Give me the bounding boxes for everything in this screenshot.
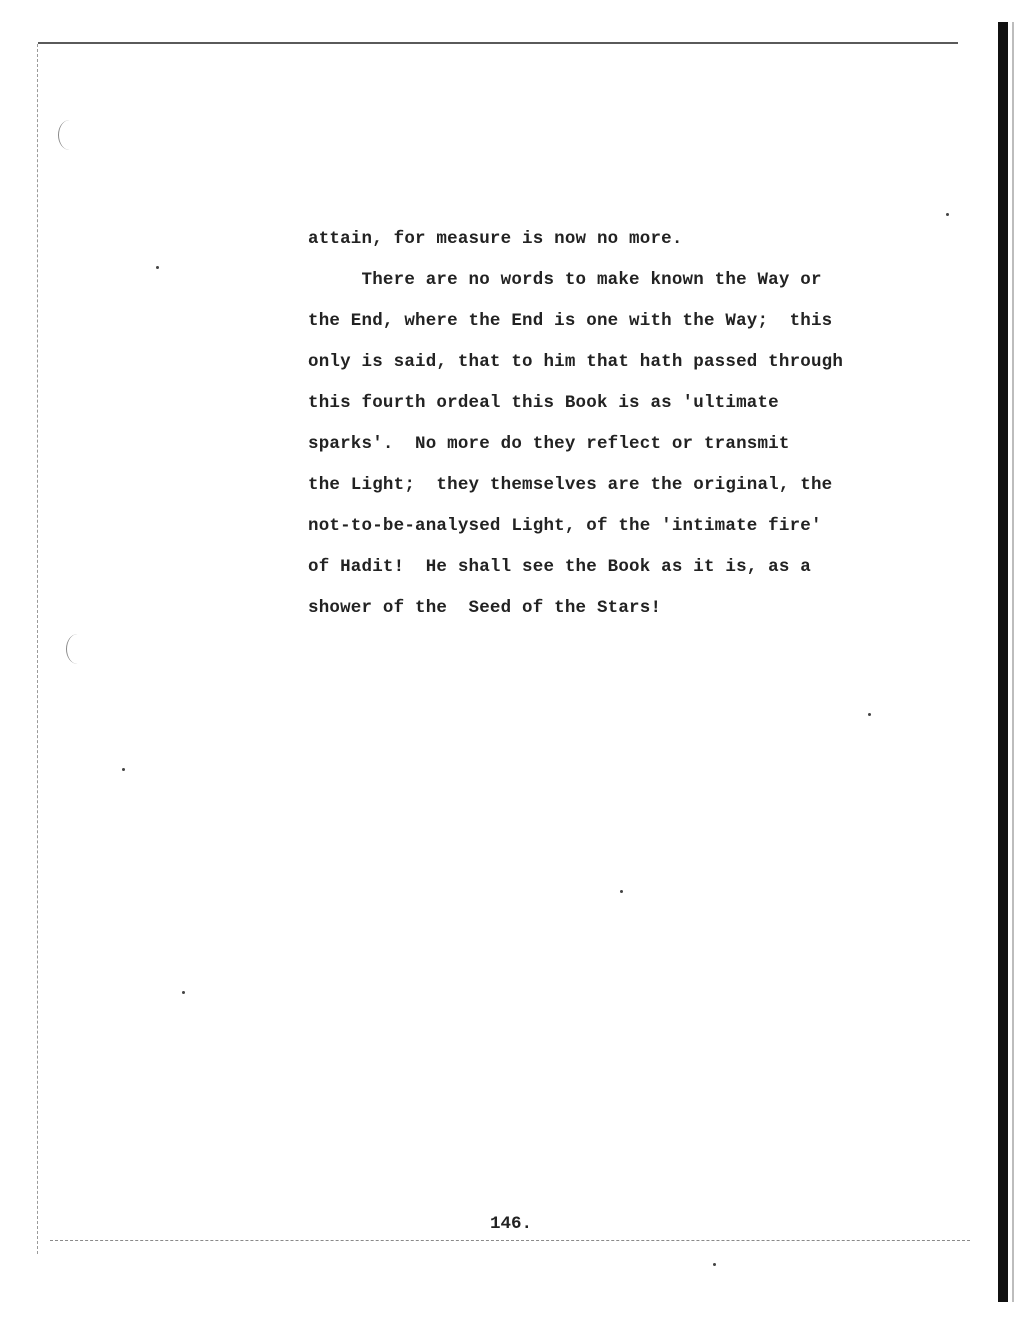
- scan-speck: [868, 713, 871, 716]
- scan-border: [998, 22, 1008, 1302]
- punch-hole-mark: [66, 634, 89, 664]
- text-line: sparks'. No more do they reflect or transmit: [308, 434, 790, 454]
- scan-border-shadow: [1012, 22, 1014, 1302]
- page-bottom-edge: [50, 1240, 970, 1241]
- text-line: not-to-be-analysed Light, of the 'intimate fire': [308, 516, 822, 536]
- page-top-edge: [38, 42, 958, 44]
- body-text: [308, 225, 948, 635]
- page-number: 146.: [490, 1214, 533, 1234]
- text-line: of Hadit! He shall see the Book as it is, as a: [308, 557, 811, 577]
- scan-speck: [946, 213, 949, 216]
- scan-speck: [122, 768, 125, 771]
- text-line: There are no words to make known the Way or: [308, 270, 822, 290]
- text-line: attain, for measure is now no more.: [308, 229, 683, 249]
- page-left-edge: [37, 44, 38, 1254]
- text-line: this fourth ordeal this Book is as 'ultimate: [308, 393, 779, 413]
- punch-hole-mark: [58, 120, 81, 150]
- text-line: the Light; they themselves are the original, the: [308, 475, 833, 495]
- scan-speck: [713, 1263, 716, 1266]
- text-line: only is said, that to him that hath passed through: [308, 352, 844, 372]
- text-line: shower of the Seed of the Stars!: [308, 598, 662, 618]
- text-line: the End, where the End is one with the Way; this: [308, 311, 833, 331]
- scan-speck: [182, 991, 185, 994]
- scan-speck: [620, 890, 623, 893]
- scan-speck: [156, 266, 159, 269]
